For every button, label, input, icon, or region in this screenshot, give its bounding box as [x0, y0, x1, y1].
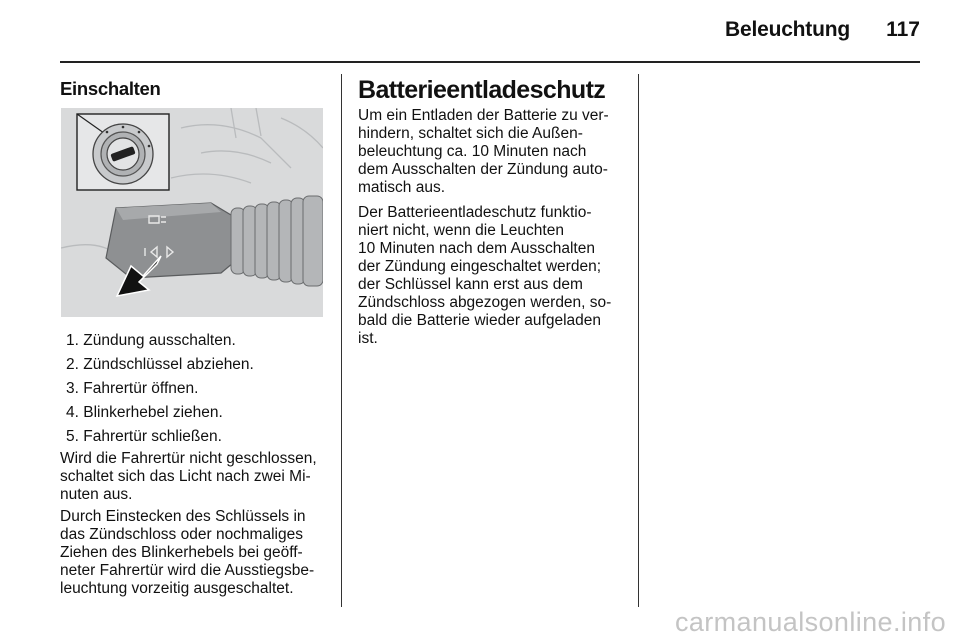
column-divider-left [341, 74, 342, 607]
paragraph-early-shutoff: Durch Einstecken des Schlüssels in das Zündschloss oder nochmaliges Ziehen des Blinkerhebels bei geöff- neter Fahrertür wird die Ausstiegsbe- leuchtung vorzeitig ausgeschaltet. [60, 508, 315, 597]
paragraph-battery-protection-exception: Der Batterieentladeschutz funktio- niert nicht, wenn die Leuchten 10 Minuten nach dem Ausschalten der Zündung eingeschaltet werden; der Schlüssel kann erst aus dem Zündschloss abgezogen werden, so- bald die Batterie wieder aufgeladen ist. [358, 204, 612, 347]
step-number: 3. [66, 380, 79, 397]
step-number: 2. [66, 356, 79, 373]
list-item [66, 331, 341, 350]
list-item [66, 355, 341, 374]
paragraph-door-open: Wird die Fahrertür nicht geschlossen, schaltet sich das Licht nach zwei Mi- nuten aus. [60, 450, 317, 503]
step-text: Fahrertür schließen. [83, 428, 222, 445]
paragraph-battery-protection: Um ein Entladen der Batterie zu ver- hindern, schaltet sich die Außen- beleuchtung ca. 10 Minuten nach dem Ausschalten der Zündung auto- matisch aus. [358, 107, 609, 196]
step-text: Blinkerhebel ziehen. [83, 404, 223, 421]
step-number: 5. [66, 428, 79, 445]
list-item [66, 403, 341, 422]
section-heading-batterieentladeschutz: Batterieentladeschutz [358, 76, 606, 104]
section-heading-einschalten: Einschalten [60, 78, 161, 99]
page-header-title: Beleuchtung [725, 18, 850, 41]
step-number: 1. [66, 332, 79, 349]
column-divider-right [638, 74, 639, 607]
page-number: 117 [886, 18, 920, 41]
list-item [66, 427, 341, 446]
header-divider [60, 61, 920, 63]
ignition-lock-icon [77, 114, 169, 190]
list-item [66, 379, 341, 398]
step-text: Zündschlüssel abziehen. [83, 356, 254, 373]
watermark: carmanualsonline.info [674, 607, 946, 637]
step-text: Fahrertür öffnen. [83, 380, 199, 397]
instruction-steps [66, 331, 341, 451]
step-text: Zündung ausschalten. [83, 332, 236, 349]
turn-signal-lever-illustration [61, 108, 323, 317]
step-number: 4. [66, 404, 79, 421]
